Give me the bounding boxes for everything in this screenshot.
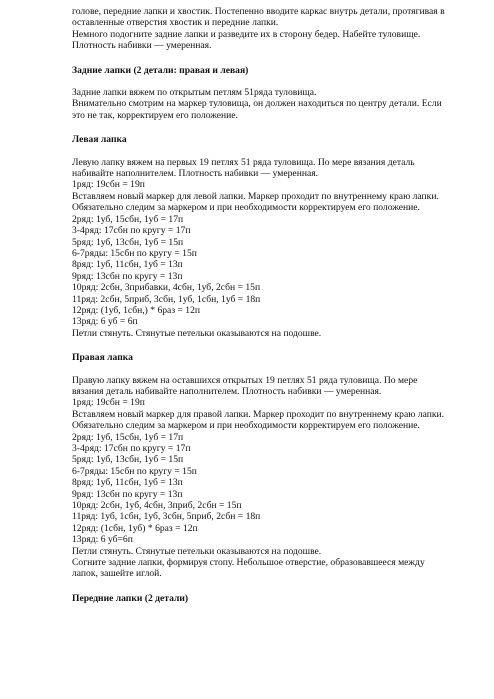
row-instruction: 5ряд: 1уб, 13сбн, 1уб = 15п [72, 236, 184, 248]
section-heading: Передние лапки (2 детали) [72, 592, 189, 604]
section-heading: Правая лапка [72, 352, 133, 364]
row-instruction: 1ряд: 19сбн = 19п [72, 397, 145, 409]
text-line: Обязательно следим за маркером и при необходимости корректируем его положение. [72, 420, 420, 432]
row-instruction: 3-4ряд: 17сбн по кругу = 17п [72, 225, 191, 237]
row-instruction: 11ряд: 1уб, 1сбн, 1уб, 3сбн, 5приб, 2сбн = 18п [72, 511, 261, 523]
text-line: Вставляем новый маркер для левой лапки. Маркер проходит по внутреннему краю лапки. [72, 190, 439, 202]
text-line: Вставляем новый маркер для правой лапки. Маркер проходит по внутреннему краю лапки. [72, 408, 445, 420]
text-line: лапок, зашейте иглой. [72, 568, 162, 580]
text-line: Правую лапку вяжем на оставшихся открытых 19 петлях 51 ряда туловища. По мере [72, 374, 418, 386]
row-instruction: 8ряд: 1уб, 11сбн, 1уб = 13п [72, 259, 183, 271]
text-line: Согните задние лапки, формируя стопу. Небольшое отверстие, образовавшееся между [72, 557, 425, 569]
row-instruction: 3-4ряд: 17сбн по кругу = 17п [72, 443, 191, 454]
left-paw-section [72, 134, 468, 339]
text-line: Обязательно следим за маркером и при необходимости корректируем его положение. [72, 202, 420, 214]
section-heading: Левая лапка [72, 134, 127, 146]
row-instruction: 8ряд: 1уб, 11сбн, 1уб = 13п [72, 477, 183, 489]
row-instruction: 5ряд: 1уб, 13сбн, 1уб = 15п [72, 454, 184, 466]
row-instruction: 2ряд: 1уб, 15сбн, 1уб = 17п [72, 213, 184, 225]
right-paw-section [72, 352, 468, 580]
text-line: оставленные отверстия хвостик и передние лапки. [72, 17, 279, 29]
front-paws-section [72, 593, 468, 604]
intro-paragraph [72, 6, 468, 52]
section-heading: Задние лапки (2 детали: правая и левая) [72, 64, 249, 76]
row-instruction: 11ряд: 2сбн, 5приб, 3сбн, 1уб, 1сбн, 1уб = 18п [72, 293, 261, 305]
row-instruction: 12ряд: (1сбн, 1уб) * 6раз = 12п [72, 522, 198, 534]
text-line: набивайте наполнителем. Плотность набивки — умеренная. [72, 168, 319, 180]
text-line: Немного подогните задние лапки и разведите их в сторону бедер. Набейте туловище. [72, 28, 421, 40]
row-instruction: 10ряд: 2сбн, 3прибавки, 4сбн, 1уб, 2сбн = 15п [72, 282, 261, 294]
row-instruction: 12ряд: (1уб, 1сбн,) * 6раз = 12п [72, 304, 201, 316]
text-line: вязания деталь набивайте наполнителем. Плотность набивки — умеренная. [72, 385, 382, 397]
row-instruction: 13ряд: 6 уб=6п [72, 534, 133, 546]
text-line: Плотность набивки — умеренная. [72, 40, 212, 52]
row-instruction: 10ряд: 2сбн, 1уб, 4сбн, 3приб, 2сбн = 15п [72, 500, 242, 512]
row-instruction: 1ряд: 19сбн = 19п [72, 179, 145, 191]
row-instruction: 9ряд: 13сбн по кругу = 13п [72, 270, 183, 282]
row-instruction: 2ряд: 1уб, 15сбн, 1уб = 17п [72, 431, 184, 443]
text-line: это не так, корректируем его положение. [72, 109, 238, 121]
document-page [72, 6, 468, 604]
text-line: Левую лапку вяжем на первых 19 петлях 51 ряда туловища. По мере вязания деталь [72, 156, 415, 168]
row-instruction: 13ряд: 6 уб = 6п [72, 316, 138, 328]
text-line: Задние лапки вяжем по открытым петлям 51ряда туловища. [72, 87, 317, 99]
row-instruction: 6-7ряды: 15сбн по кругу = 15п [72, 465, 197, 477]
text-line: Внимательно смотрим на маркер туловища, он должен находиться по центру детали. Если [72, 98, 442, 110]
row-instruction: 6-7ряды: 15сбн по кругу = 15п [72, 247, 197, 259]
hind-paws-section [72, 65, 468, 122]
text-line: голове, передние лапки и хвостик. Постепенно вводите каркас внутрь детали, протягивая в [72, 6, 445, 17]
text-line: Петли стянуть. Стянутые петельки оказываются на подошве. [72, 327, 322, 339]
row-instruction: 9ряд: 13сбн по кругу = 13п [72, 488, 183, 500]
text-line: Петли стянуть. Стянутые петельки оказываются на подошве. [72, 545, 322, 557]
